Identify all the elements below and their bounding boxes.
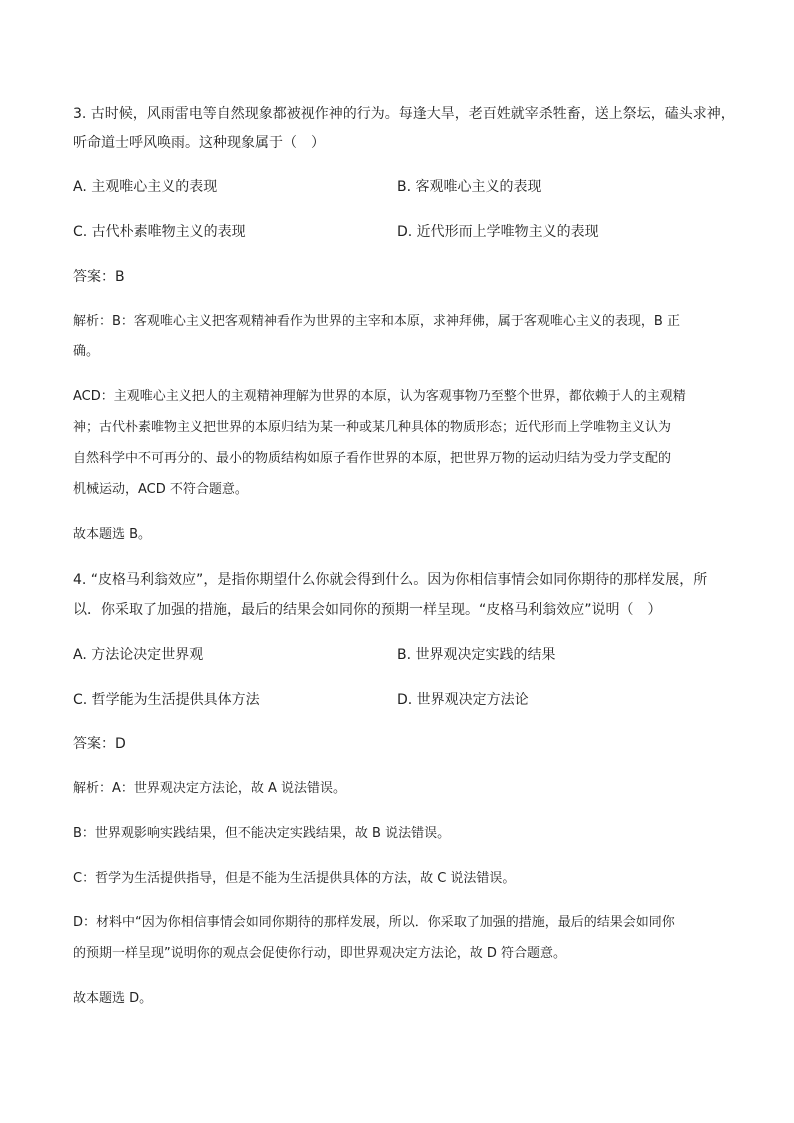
q3-analysis-line1: 解析：B：客观唯心主义把客观精神看作为世界的主宰和本原，求神拜佛，属于客观唯心主义的表现，B 正 [73, 314, 680, 329]
q4-stem-line2: 以．你采取了加强的措施，最后的结果会如同你的预期一样呈现。“皮格马利翁效应”说明（ ） [73, 602, 662, 618]
q3-stem-line2: 听命道士呼风唤雨。这种现象属于（ ） [73, 135, 325, 151]
q4-option-d: D. 世界观决定方法论 [397, 692, 529, 708]
q3-option-d: D. 近代形而上学唯物主义的表现 [397, 224, 599, 240]
q3-analysis2-line2: 神；古代朴素唯物主义把世界的本原归结为某一种或某几种具体的物质形态；近代形而上学唯物主义认为 [73, 420, 672, 435]
q4-option-b: B. 世界观决定实践的结果 [397, 647, 556, 663]
q4-stem-line1: 4. “皮格马利翁效应”，是指你期望什么你就会得到什么。因为你相信事情会如同你期待的那样发展，所 [73, 572, 708, 588]
q3-option-b: B. 客观唯心主义的表现 [397, 179, 542, 195]
q4-analysis-b: B：世界观影响实践结果，但不能决定实践结果，故 B 说法错误。 [73, 826, 451, 841]
q3-option-c: C. 古代朴素唯物主义的表现 [73, 224, 246, 240]
q3-analysis-line2: 确。 [73, 344, 100, 359]
q4-answer: 答案：D [73, 736, 126, 752]
q3-stem-line1: 3. 古时候，风雨雷电等自然现象都被视作神的行为。每逢大旱，老百姓就宰杀牲畜，送上祭坛，磕头求神， [73, 106, 735, 122]
q4-analysis-c: C：哲学为生活提供指导，但是不能为生活提供具体的方法，故 C 说法错误。 [73, 871, 516, 886]
q3-option-a: A. 主观唯心主义的表现 [73, 179, 218, 195]
q3-analysis2-line3: 自然科学中不可再分的、最小的物质结构如原子看作世界的本原，把世界万物的运动归结为受力学支配的 [73, 451, 672, 466]
q3-analysis2-line4: 机械运动，ACD 不符合题意。 [73, 482, 248, 497]
q4-option-a: A. 方法论决定世界观 [73, 647, 204, 663]
q3-analysis2-line1: ACD：主观唯心主义把人的主观精神理解为世界的本原，认为客观事物乃至整个世界，都依赖于人的主观精 [73, 389, 686, 404]
q4-analysis-d-line1: D：材料中“因为你相信事情会如同你期待的那样发展，所以．你采取了加强的措施，最后的结果会如同你 [73, 915, 675, 930]
q3-answer: 答案：B [73, 269, 125, 285]
q4-analysis-a: 解析：A：世界观决定方法论，故 A 说法错误。 [73, 781, 347, 796]
q4-conclusion: 故本题选 D。 [73, 991, 153, 1006]
q4-analysis-d-line2: 的预期一样呈现”说明你的观点会促使你行动，即世界观决定方法论，故 D 符合题意。 [73, 946, 567, 961]
q4-option-c: C. 哲学能为生活提供具体方法 [73, 692, 260, 708]
q3-conclusion: 故本题选 B。 [73, 527, 152, 542]
